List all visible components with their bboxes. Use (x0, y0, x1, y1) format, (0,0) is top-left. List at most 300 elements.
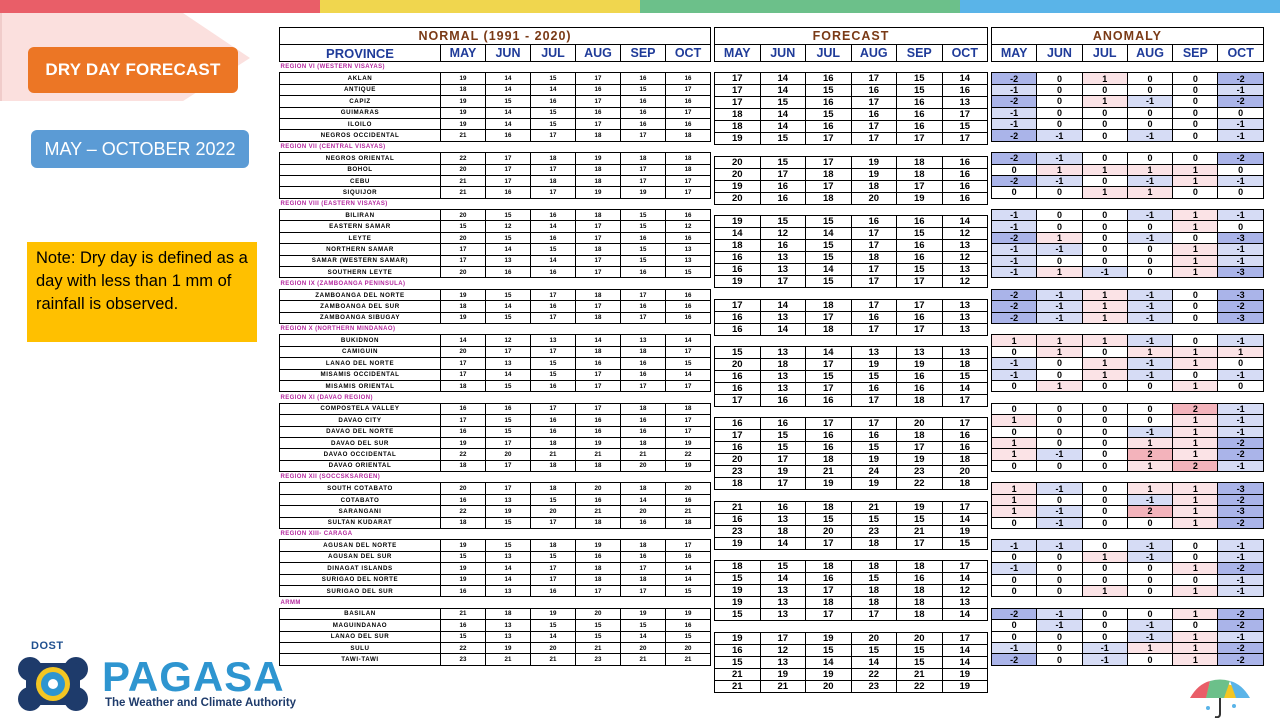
forecast-value: 18 (851, 585, 897, 597)
forecast-value: 18 (760, 358, 806, 370)
forecast-value: 16 (851, 382, 897, 394)
forecast-value: 21 (806, 466, 852, 478)
forecast-value: 18 (897, 156, 943, 168)
normal-value: 16 (666, 494, 711, 505)
region-spacer-row (992, 529, 1264, 540)
forecast-value: 17 (851, 240, 897, 252)
anomaly-value: 1 (1173, 244, 1218, 255)
province-name: AGUSAN DEL SUR (280, 551, 441, 562)
forecast-value: 20 (806, 525, 852, 537)
anomaly-value: 1 (1173, 494, 1218, 505)
forecast-value: 20 (897, 418, 943, 430)
normal-value: 16 (576, 107, 621, 118)
normal-value: 22 (441, 506, 486, 517)
stripe-yellow (320, 0, 640, 13)
normal-table (279, 27, 711, 666)
table-row (280, 267, 711, 278)
table-row (280, 210, 711, 221)
forecast-month-sep: SEP (897, 45, 943, 62)
table-row (992, 267, 1264, 278)
anomaly-value: 1 (1173, 483, 1218, 494)
anomaly-value: -1 (1037, 620, 1082, 631)
forecast-value: 20 (851, 632, 897, 644)
anomaly-value: 0 (1127, 403, 1172, 414)
forecast-value: 17 (942, 418, 988, 430)
anomaly-value: 0 (1082, 107, 1127, 118)
anomaly-value: 0 (992, 517, 1037, 528)
forecast-value: 18 (942, 478, 988, 490)
anomaly-value: 0 (1127, 267, 1172, 278)
normal-value: 21 (531, 654, 576, 665)
table-row (280, 654, 711, 665)
anomaly-value: -1 (1037, 506, 1082, 517)
normal-value: 15 (531, 620, 576, 631)
normal-value: 18 (621, 403, 666, 414)
region-spacer (992, 198, 1264, 209)
province-name: DAVAO DEL NORTE (280, 426, 441, 437)
table-row (992, 369, 1264, 380)
forecast-value: 18 (851, 252, 897, 264)
forecast-value: 14 (760, 73, 806, 85)
anomaly-value: 1 (1082, 551, 1127, 562)
table-row (715, 109, 988, 121)
table-row (280, 506, 711, 517)
anomaly-value: 0 (1037, 642, 1082, 653)
table-row (715, 501, 988, 513)
anomaly-value: -2 (992, 130, 1037, 141)
province-name: ZAMBOANGA SIBUGAY (280, 312, 441, 323)
anomaly-month-may: MAY (992, 45, 1037, 62)
anomaly-value: -1 (1037, 540, 1082, 551)
anomaly-value: 0 (1173, 289, 1218, 300)
normal-value: 14 (621, 494, 666, 505)
forecast-value: 20 (715, 358, 761, 370)
forecast-value: 18 (715, 478, 761, 490)
normal-value: 17 (576, 232, 621, 243)
forecast-value: 13 (942, 311, 988, 323)
normal-value: 19 (441, 563, 486, 574)
anomaly-value: 0 (1218, 164, 1263, 175)
normal-value: 17 (531, 164, 576, 175)
normal-value: 17 (531, 187, 576, 198)
normal-value: 14 (666, 563, 711, 574)
table-row (280, 415, 711, 426)
table-row (992, 426, 1264, 437)
table-row (280, 187, 711, 198)
forecast-value: 17 (942, 632, 988, 644)
anomaly-value: 0 (1218, 380, 1263, 391)
forecast-value: 21 (897, 668, 943, 680)
anomaly-value: 0 (1173, 73, 1218, 84)
forecast-value: 16 (942, 442, 988, 454)
forecast-value: 13 (942, 97, 988, 109)
normal-value: 19 (441, 107, 486, 118)
anomaly-value: 0 (1082, 608, 1127, 619)
anomaly-value: 0 (1173, 84, 1218, 95)
normal-value: 17 (486, 175, 531, 186)
anomaly-value: -2 (992, 301, 1037, 312)
anomaly-value: -2 (992, 175, 1037, 186)
anomaly-value: 1 (1127, 460, 1172, 471)
province-name: BUKIDNON (280, 335, 441, 346)
table-row (992, 642, 1264, 653)
anomaly-value: 0 (1127, 415, 1172, 426)
normal-value: 17 (486, 460, 531, 471)
forecast-period-label: MAY – OCTOBER 2022 (31, 130, 249, 168)
table-row (992, 380, 1264, 391)
forecast-value: 17 (806, 537, 852, 549)
table-row (715, 537, 988, 549)
anomaly-value: -1 (1037, 244, 1082, 255)
normal-value: 15 (576, 631, 621, 642)
province-name: SAMAR (WESTERN SAMAR) (280, 255, 441, 266)
normal-value: 17 (621, 175, 666, 186)
forecast-value: 17 (760, 454, 806, 466)
normal-value: 17 (666, 415, 711, 426)
anomaly-value: 1 (1173, 415, 1218, 426)
normal-value: 18 (486, 608, 531, 619)
anomaly-value: 0 (1082, 84, 1127, 95)
normal-value: 16 (666, 232, 711, 243)
forecast-value: 19 (760, 466, 806, 478)
table-row (280, 153, 711, 164)
normal-value: 19 (666, 460, 711, 471)
region-spacer-row (992, 392, 1264, 403)
normal-value: 16 (621, 107, 666, 118)
anomaly-value: -2 (1218, 301, 1263, 312)
normal-value: 18 (576, 175, 621, 186)
forecast-value: 13 (760, 346, 806, 358)
normal-value: 14 (666, 335, 711, 346)
normal-value: 20 (621, 506, 666, 517)
table-row (992, 335, 1264, 346)
forecast-value: 13 (760, 370, 806, 382)
forecast-value: 16 (897, 382, 943, 394)
anomaly-value: 0 (1173, 187, 1218, 198)
normal-value: 19 (441, 574, 486, 585)
forecast-value: 16 (760, 192, 806, 204)
table-row (715, 442, 988, 454)
normal-value: 19 (576, 540, 621, 551)
province-name: CEBU (280, 175, 441, 186)
normal-value: 13 (486, 358, 531, 369)
anomaly-value: 0 (1127, 244, 1172, 255)
normal-value: 15 (621, 84, 666, 95)
forecast-value: 18 (806, 299, 852, 311)
anomaly-value: 1 (992, 494, 1037, 505)
forecast-value: 15 (806, 240, 852, 252)
region-spacer-row (992, 323, 1264, 334)
normal-value: 14 (486, 574, 531, 585)
forecast-value: 19 (760, 668, 806, 680)
province-name: LANAO DEL SUR (280, 631, 441, 642)
table-row (280, 551, 711, 562)
forecast-value: 16 (897, 216, 943, 228)
anomaly-value: 1 (992, 437, 1037, 448)
forecast-value: 16 (897, 97, 943, 109)
forecast-value: 15 (806, 513, 852, 525)
region-spacer-row (992, 472, 1264, 483)
forecast-value: 17 (942, 109, 988, 121)
anomaly-value: 1 (1127, 164, 1172, 175)
forecast-value: 17 (897, 323, 943, 335)
normal-value: 17 (531, 130, 576, 141)
anomaly-value: -1 (992, 563, 1037, 574)
table-row (280, 255, 711, 266)
anomaly-value: 0 (1173, 301, 1218, 312)
normal-value: 18 (531, 153, 576, 164)
anomaly-value: 0 (1082, 415, 1127, 426)
forecast-value: 14 (806, 346, 852, 358)
forecast-value: 17 (806, 358, 852, 370)
forecast-value: 15 (942, 537, 988, 549)
anomaly-value: 0 (1082, 574, 1127, 585)
anomaly-value: -1 (992, 84, 1037, 95)
anomaly-header: ANOMALY (992, 28, 1264, 45)
anomaly-value: -1 (1127, 335, 1172, 346)
forecast-value: 15 (715, 573, 761, 585)
normal-value: 16 (666, 118, 711, 129)
normal-value: 14 (531, 255, 576, 266)
anomaly-value: 0 (1037, 369, 1082, 380)
anomaly-month-aug: AUG (1127, 45, 1172, 62)
anomaly-value: -1 (1037, 175, 1082, 186)
anomaly-value: -1 (1218, 631, 1263, 642)
forecast-value: 14 (760, 573, 806, 585)
normal-value: 14 (486, 301, 531, 312)
anomaly-value: 0 (1127, 107, 1172, 118)
anomaly-value: -3 (1218, 267, 1263, 278)
table-row (715, 346, 988, 358)
normal-value: 17 (621, 289, 666, 300)
anomaly-value: -1 (1218, 460, 1263, 471)
normal-value: 21 (441, 608, 486, 619)
region-spacer (715, 549, 988, 560)
anomaly-value: 0 (1082, 483, 1127, 494)
forecast-value: 17 (897, 442, 943, 454)
anomaly-value: 0 (1037, 358, 1082, 369)
forecast-value: 14 (760, 85, 806, 97)
anomaly-value: 0 (1218, 107, 1263, 118)
normal-value: 19 (621, 187, 666, 198)
normal-value: 19 (486, 642, 531, 653)
forecast-value: 16 (760, 394, 806, 406)
normal-month-oct: OCT (666, 45, 711, 62)
forecast-value: 21 (715, 668, 761, 680)
forecast-value: 13 (760, 382, 806, 394)
anomaly-value: 0 (1173, 540, 1218, 551)
forecast-value: 18 (942, 454, 988, 466)
forecast-value: 13 (760, 656, 806, 668)
forecast-value: 16 (806, 121, 852, 133)
table-row (280, 358, 711, 369)
anomaly-value: 0 (1082, 232, 1127, 243)
forecast-value: 17 (806, 133, 852, 145)
forecast-value: 12 (942, 252, 988, 264)
table-row (992, 346, 1264, 357)
forecast-value: 17 (715, 394, 761, 406)
anomaly-value: 1 (1082, 585, 1127, 596)
anomaly-value: 2 (1173, 460, 1218, 471)
anomaly-value: -1 (1082, 267, 1127, 278)
normal-value: 19 (666, 437, 711, 448)
anomaly-value: 0 (1127, 563, 1172, 574)
normal-value: 13 (486, 620, 531, 631)
province-name: ZAMBOANGA DEL NORTE (280, 289, 441, 300)
forecast-value: 17 (897, 133, 943, 145)
forecast-value: 20 (715, 454, 761, 466)
normal-value: 19 (531, 608, 576, 619)
normal-value: 15 (621, 244, 666, 255)
province-name: DAVAO OCCIDENTAL (280, 449, 441, 460)
table-row (715, 561, 988, 573)
forecast-value: 17 (851, 299, 897, 311)
normal-value: 17 (576, 301, 621, 312)
forecast-value: 18 (715, 121, 761, 133)
normal-value: 16 (441, 426, 486, 437)
forecast-value: 16 (897, 252, 943, 264)
anomaly-value: 0 (1082, 437, 1127, 448)
forecast-value: 17 (760, 632, 806, 644)
table-row (280, 73, 711, 84)
forecast-value: 19 (851, 358, 897, 370)
forecast-value: 18 (806, 561, 852, 573)
table-row (992, 210, 1264, 221)
region-row (280, 529, 711, 540)
normal-value: 22 (441, 642, 486, 653)
normal-value: 18 (621, 540, 666, 551)
table-row (992, 244, 1264, 255)
region-row (280, 278, 711, 289)
normal-value: 16 (531, 232, 576, 243)
anomaly-value: -1 (1037, 608, 1082, 619)
anomaly-value: 0 (1127, 380, 1172, 391)
forecast-value: 18 (897, 585, 943, 597)
table-row (715, 358, 988, 370)
normal-value: 16 (621, 358, 666, 369)
normal-month-sep: SEP (621, 45, 666, 62)
anomaly-value: -1 (1082, 642, 1127, 653)
table-row (280, 449, 711, 460)
anomaly-value: 0 (1082, 517, 1127, 528)
table-row (992, 118, 1264, 129)
anomaly-value: -2 (992, 289, 1037, 300)
forecast-value: 14 (942, 656, 988, 668)
forecast-value: 19 (715, 180, 761, 192)
normal-value: 16 (531, 210, 576, 221)
table-row (715, 418, 988, 430)
normal-value: 18 (621, 437, 666, 448)
province-name: MAGUINDANAO (280, 620, 441, 631)
forecast-value: 18 (715, 561, 761, 573)
table-row (992, 415, 1264, 426)
anomaly-value: 0 (1037, 631, 1082, 642)
province-name: AGUSAN DEL NORTE (280, 540, 441, 551)
region-spacer (992, 141, 1264, 152)
normal-value: 20 (531, 506, 576, 517)
table-row (715, 192, 988, 204)
table-row (715, 656, 988, 668)
forecast-value: 15 (851, 442, 897, 454)
region-label: ARMM (280, 597, 711, 608)
anomaly-value: 0 (1173, 620, 1218, 631)
anomaly-value: 1 (1173, 426, 1218, 437)
forecast-value: 18 (806, 168, 852, 180)
normal-value: 17 (576, 73, 621, 84)
forecast-value: 23 (897, 466, 943, 478)
anomaly-value: 0 (992, 460, 1037, 471)
forecast-value: 16 (897, 311, 943, 323)
anomaly-value: -1 (1082, 654, 1127, 665)
table-row (715, 276, 988, 288)
forecast-value: 16 (806, 430, 852, 442)
normal-value: 13 (531, 335, 576, 346)
forecast-value: 15 (760, 430, 806, 442)
forecast-value: 13 (760, 513, 806, 525)
forecast-value: 16 (942, 156, 988, 168)
normal-value: 15 (486, 517, 531, 528)
forecast-value: 24 (851, 466, 897, 478)
anomaly-value: -2 (1218, 437, 1263, 448)
table-row (280, 437, 711, 448)
anomaly-value: 0 (1037, 255, 1082, 266)
normal-value: 15 (486, 96, 531, 107)
anomaly-value: -1 (1127, 369, 1172, 380)
anomaly-value: -1 (1127, 620, 1172, 631)
normal-value: 17 (441, 255, 486, 266)
table-row (280, 631, 711, 642)
forecast-value: 12 (760, 228, 806, 240)
normal-value: 19 (441, 540, 486, 551)
anomaly-value: 0 (1173, 551, 1218, 562)
forecast-value: 16 (715, 264, 761, 276)
anomaly-value: -1 (1127, 551, 1172, 562)
table-row (992, 96, 1264, 107)
anomaly-value: 1 (1173, 221, 1218, 232)
normal-value: 15 (486, 312, 531, 323)
table-row (715, 668, 988, 680)
forecast-value: 12 (942, 228, 988, 240)
region-spacer-row (715, 204, 988, 215)
region-row (280, 597, 711, 608)
anomaly-value: -1 (1127, 210, 1172, 221)
region-spacer-row (992, 141, 1264, 152)
anomaly-value: 0 (1082, 221, 1127, 232)
table-row (280, 426, 711, 437)
province-name: MISAMIS ORIENTAL (280, 380, 441, 391)
anomaly-value: 0 (1218, 221, 1263, 232)
normal-value: 14 (576, 335, 621, 346)
forecast-value: 17 (897, 537, 943, 549)
table-row (992, 585, 1264, 596)
forecast-value: 17 (851, 73, 897, 85)
forecast-value: 18 (806, 501, 852, 513)
normal-value: 20 (441, 232, 486, 243)
forecast-value: 17 (897, 299, 943, 311)
normal-value: 16 (576, 551, 621, 562)
anomaly-value: -1 (1127, 96, 1172, 107)
normal-value: 17 (531, 574, 576, 585)
anomaly-value: -2 (1218, 449, 1263, 460)
table-row (715, 216, 988, 228)
normal-value: 14 (531, 84, 576, 95)
forecast-value: 20 (715, 156, 761, 168)
normal-value: 16 (531, 426, 576, 437)
table-row (280, 312, 711, 323)
forecast-value: 17 (942, 501, 988, 513)
forecast-value: 18 (897, 168, 943, 180)
normal-value: 21 (666, 654, 711, 665)
